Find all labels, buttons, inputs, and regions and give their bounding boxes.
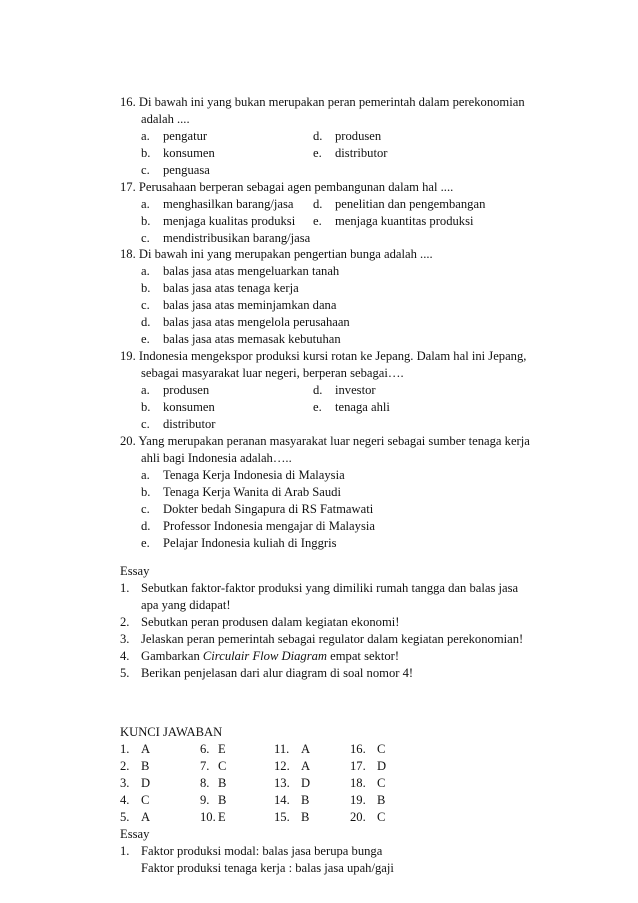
answer-key-heading: KUNCI JAWABAN	[120, 725, 223, 739]
essay-heading: Essay	[120, 564, 150, 578]
essay-answer-1-cont: Faktor produksi tenaga kerja : balas jasa upah/gaji	[141, 861, 394, 875]
question-16-stem: 16. Di bawah ini yang bukan merupakan peran pemerintah dalam perekonomian	[120, 95, 525, 109]
question-19-stem: 19. Indonesia mengekspor produksi kursi rotan ke Jepang. Dalam hal ini Jepang,	[120, 349, 527, 363]
essay-item-1-cont: apa yang didapat!	[141, 598, 231, 612]
question-18-stem: 18. Di bawah ini yang merupakan pengertian bunga adalah ....	[120, 247, 433, 261]
question-20-stem: 20. Yang merupakan peranan masyarakat luar negeri sebagai sumber tenaga kerja	[120, 434, 530, 448]
question-20-stem-cont: ahli bagi Indonesia adalah…..	[141, 451, 292, 465]
question-17-stem: 17. Perusahaan berperan sebagai agen pembangunan dalam hal ....	[120, 180, 454, 194]
question-16-stem-cont: adalah ....	[141, 112, 190, 126]
essay-answers-heading: Essay	[120, 827, 150, 841]
circular-flow-term: Circulair Flow Diagram	[202, 649, 327, 663]
question-19-stem-cont: sebagai masyarakat luar negeri, berperan sebagai….	[141, 366, 404, 380]
document-page: 16. Di bawah ini yang bukan merupakan peran pemerintah dalam perekonomian adalah .... a. pengatur d. produsen b. konsumen e. distributor c. penguasa 17. Perusahaan berperan sebagai agen pembangunan dalam hal .... a. menghasilkan barang/jasa d. penelitian dan pengembangan b. menjaga kualitas produksi e. menjaga kuantitas produksi c. mendistribusikan barang/jasa 18. Di bawah ini yang merupakan pengertian bunga adalah .... a. balas jasa atas mengeluarkan tanah b. balas jasa atas tenaga kerja c. balas jasa atas meminjamkan dana d. balas jasa atas mengelola perusahaan e. balas jasa atas memasak kebutuhan 19. Indonesia mengekspor produksi kursi rotan ke Jepang. Dalam hal ini Jepang, sebagai masyarakat luar negeri, berperan sebagai…. a. produsen d. investor b. konsumen e. tenaga ahli c. distributor 20. Yang merupakan peranan masyarakat luar negeri sebagai sumber tenaga kerja ahli bagi Indonesia adalah….. a. Tenaga Kerja Indonesia di Malaysia b. Tenaga Kerja Wanita di Arab Saudi c. Dokter bedah Singapura di RS Fatmawati d. Professor Indonesia mengajar di Malaysia e. Pelajar Indonesia kuliah di Inggris Essay 1. Sebutkan faktor-faktor produksi yang dimiliki rumah tangga dan balas jasa apa yang didapat! 2. Sebutkan peran produsen dalam kegiatan ekonomi! 3. Jelaskan peran pemerintah sebagai regulator dalam kegiatan perekonomian! 4. Gambarkan Circulair Flow Diagram empat sektor! 5. Berikan penjelasan dari alur diagram di soal nomor 4! KUNCI JAWABAN 1. A 6. E 11. A 16. C 2. B 7. C 12. A 17. D 3. D 8. B 13. D 18. C 4. C 9. B 14. B 19. B 5. A 10. E 15. B 20. C Essay 1. Faktor produksi modal: balas jasa berupa bunga Faktor produksi tenaga kerja : balas jasa upah/gaji	[120, 95, 530, 875]
